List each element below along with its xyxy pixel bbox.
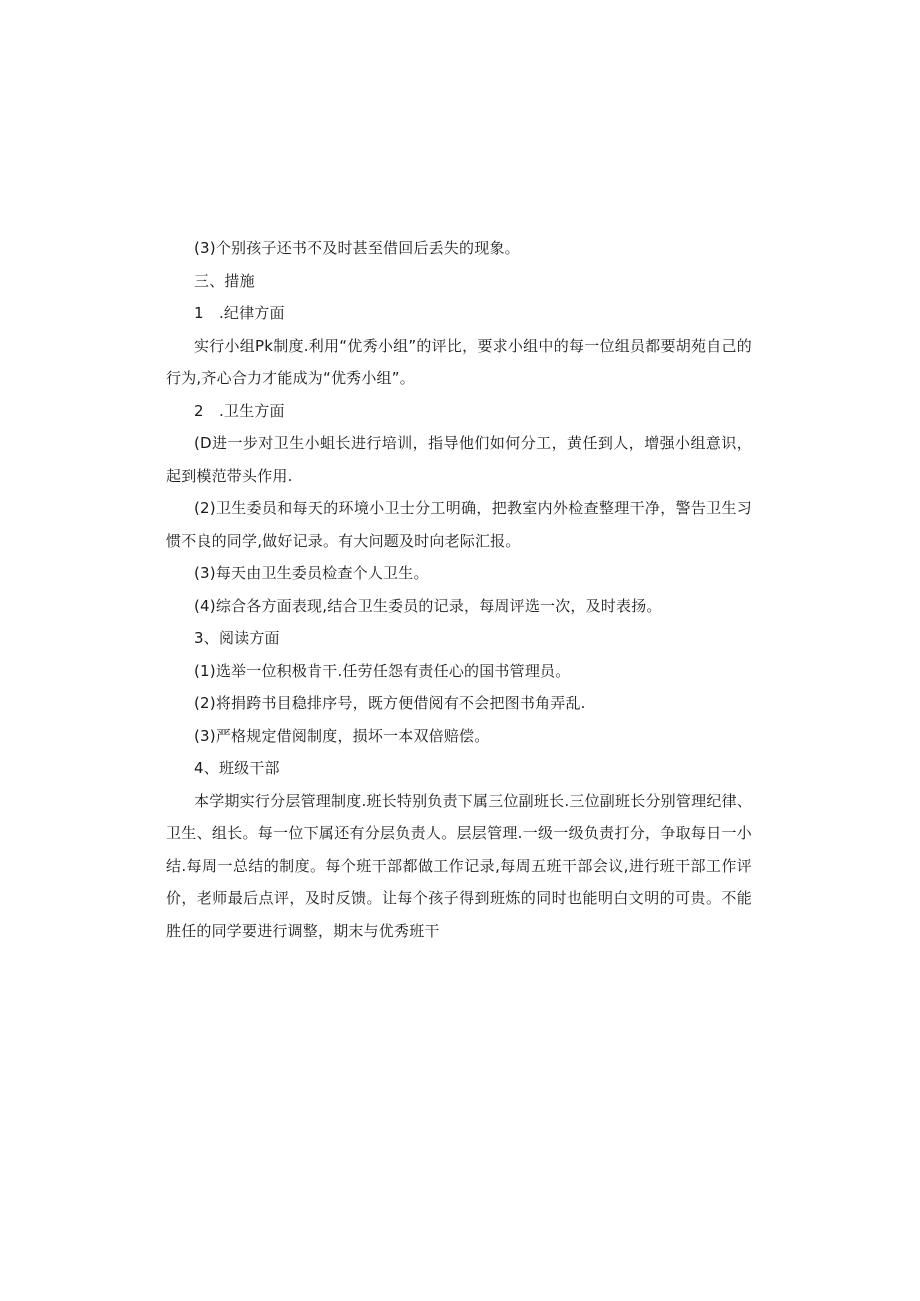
paragraph-discipline-pk: 实行小组Pk制度.利用“优秀小组”的评比，要求小组中的每一位组员都要胡苑自己的行为,齐心合力才能成为“优秀小组”。 — [166, 336, 752, 387]
subheading-class-cadres: 4、班级干部 — [194, 759, 280, 777]
paragraph-reading-3: (3)严格规定借阅制度，损坏一本双倍赔偿。 — [194, 726, 490, 745]
subheading-hygiene: 2 .卫生方面 — [194, 401, 285, 420]
paragraph-reading-1: (1)选举一位积极肯干.任劳任怨有责任心的国书管理员。 — [194, 661, 571, 680]
paragraph-hygiene-1: (D进一步对卫生小蛆长进行培训，指导他们如何分工，黄任到人，增强小组意识，起到模范带头作用. — [166, 434, 752, 485]
paragraph-return-books-issue: (3)个别孩子还书不及时甚至借回后丢失的现象。 — [194, 239, 520, 257]
paragraph-hygiene-4: (4)综合各方面表现,结合卫生委员的记录，每周评选一次，及时表扬。 — [194, 596, 662, 615]
paragraph-hygiene-2: (2)卫生委员和每天的环境小卫士分工明确，把教室内外检查整理干净，警告卫生习惯不良的同学,做好记录。有大问题及时向老际汇报。 — [166, 499, 752, 550]
document-body — [166, 232, 752, 947]
paragraph-class-cadres: 本学期实行分层管理制度.班长特别负责下属三位副班长.三位副班长分别管理纪律、卫生、组长。每一位下属还有分层负责人。层层管理.一级一级负责打分，争取每日一小结.每周一总结的制度。每个班干部都做工作记录,每周五班干部会议,进行班干部工作评价，老师最后点评，及时反馈。让每个孩子得到班炼的同时也能明白文明的可贵。不能胜任的同学要进行调整，期末与优秀班干 — [166, 791, 752, 940]
paragraph-hygiene-3: (3)每天由卫生委员检查个人卫生。 — [194, 564, 429, 582]
section-heading-measures: 三、措施 — [194, 271, 255, 290]
paragraph-reading-2: (2)将捐跨书目稳排序号，既方便借阅有不会把图书角弄乱. — [194, 694, 586, 712]
subheading-discipline: 1 .纪律方面 — [194, 304, 285, 322]
subheading-reading: 3、阅读方面 — [194, 629, 280, 647]
